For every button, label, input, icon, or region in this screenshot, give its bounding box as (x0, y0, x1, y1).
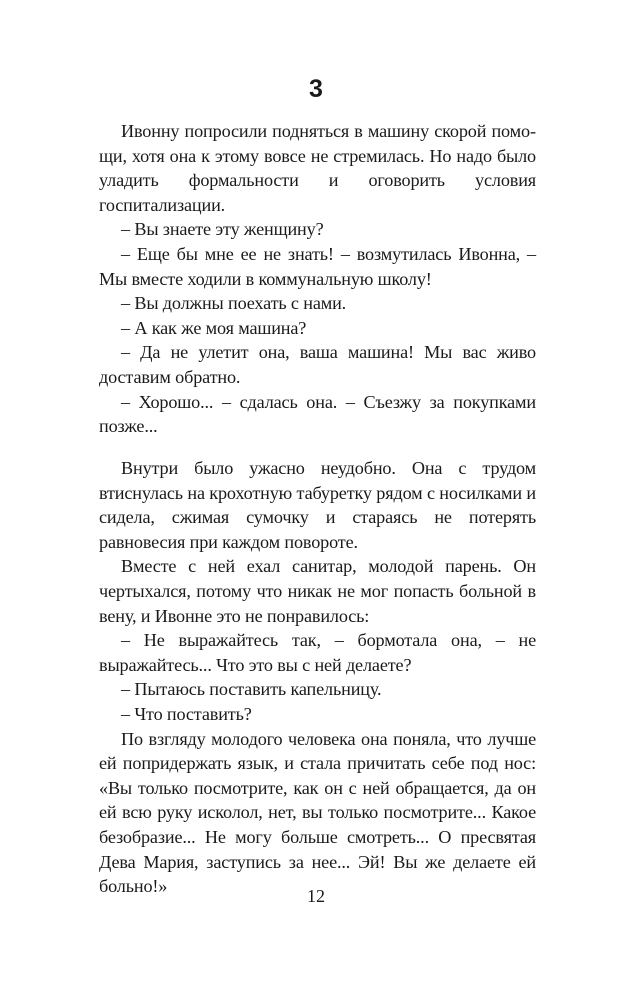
chapter-heading: 3 (309, 75, 323, 103)
paragraph: – Пытаюсь поставить капельницу. (121, 679, 382, 700)
paragraph: – Что поставить? (121, 703, 252, 724)
text-section-1 (99, 119, 536, 439)
paragraph: Вместе с ней ехал санитар, молодой парень. Он чертыхался, потому что никак не мог попасть больной в вену, и Ивонне это не понравилось: (99, 556, 536, 626)
paragraph: – Вы должны поехать с нами. (121, 293, 347, 314)
page-number: 12 (307, 886, 325, 906)
paragraph: Внутри было ужасно неудобно. Она с трудом втиснулась на крохотную табуретку рядом с носилками и сидела, сжимая сумочку и стараясь не потерять равновесия при каждом повороте. (99, 458, 536, 552)
text-section-2 (99, 456, 536, 899)
paragraph: Ивонну попросили подняться в машину скорой помощи, хотя она к этому вовсе не стремилась. Но надо было уладить формальности и оговорить условия госпитализации. (99, 121, 536, 215)
paragraph: – Еще бы мне ее не знать! – возмутилась Ивонна, – Мы вместе ходили в коммунальную школу! (99, 243, 536, 289)
paragraph: – Да не улетит она, ваша машина! Мы вас живо доставим обратно. (99, 342, 536, 387)
paragraph: – А как же моя машина? (121, 317, 307, 338)
paragraph: – Вы знаете эту женщину? (121, 219, 324, 240)
paragraph: – Хорошо... – сдалась она. – Съезжу за покупками позже... (99, 391, 536, 437)
paragraph: По взгляду молодого человека она поняла, что лучше ей попридержать язык, и стала причитать себе под нос: «Вы только посмотрите, как он с ней обращается, да он ей всю руку исколол, нет, вы только посмотрите... Какое безобразие... Не могу больше смотреть... О пресвятая Дева Мария, заступись за нее... Эй! Вы же делаете ей больно!» (99, 728, 536, 897)
paragraph: – Не выражайтесь так, – бормотала она, – не выражайтесь... Что это вы с ней делаете? (99, 630, 536, 675)
